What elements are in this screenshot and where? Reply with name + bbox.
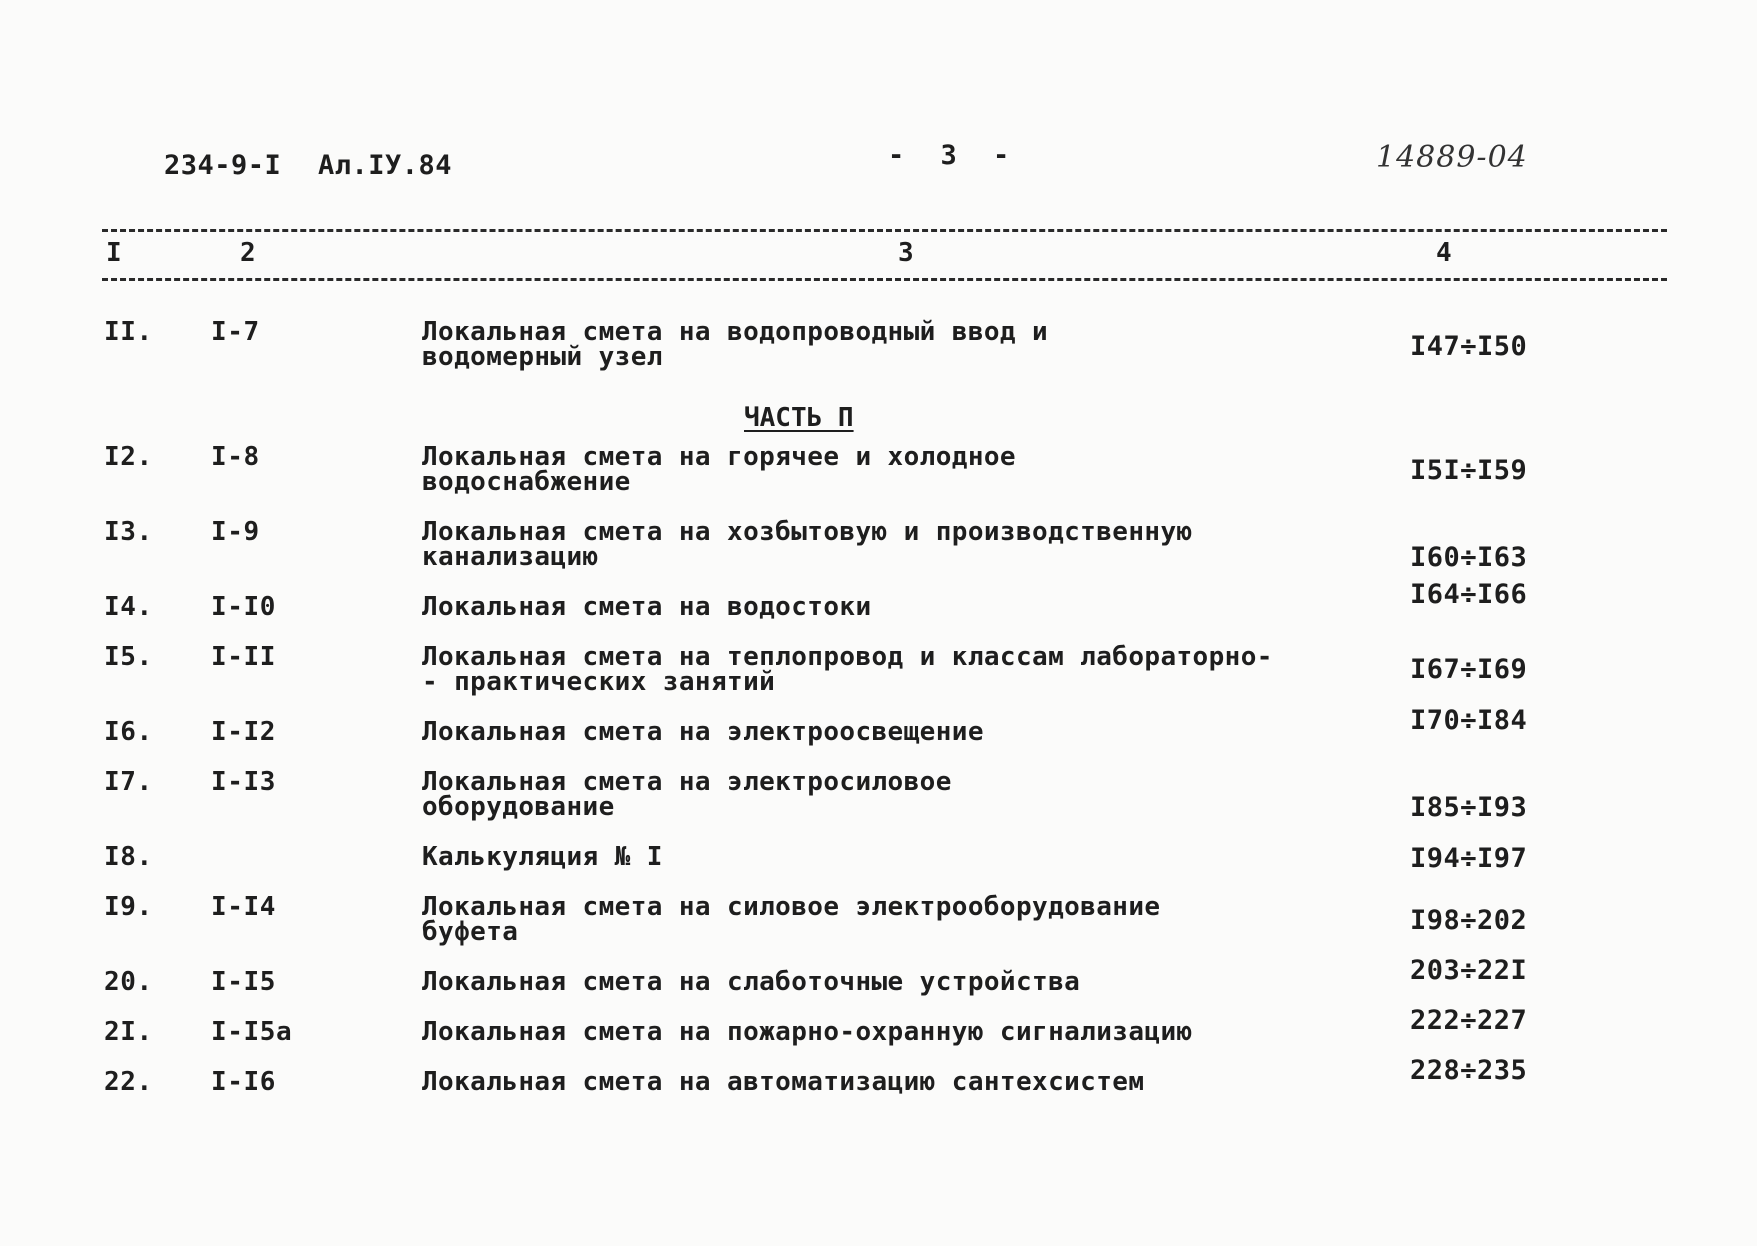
row-pages: I98÷202	[1410, 905, 1528, 936]
row-description-line1: Локальная смета на пожарно-охранную сигнализацию	[422, 1017, 1193, 1047]
row-code: I-I0	[211, 592, 277, 622]
row-description-line1: Локальная смета на горячее и холодное	[422, 442, 1016, 472]
row-code: I-I5	[211, 967, 277, 997]
header-rule-top	[102, 229, 1667, 232]
row-description-line1: Локальная смета на силовое электрооборудование	[422, 892, 1161, 922]
column-header-3: 3	[898, 238, 914, 268]
row-code: I-9	[211, 517, 260, 547]
row-pages: I60÷I63	[1410, 542, 1528, 573]
row-number: 2I.	[104, 1017, 153, 1047]
row-description-line1: Локальная смета на водопроводный ввод и	[422, 317, 1049, 347]
row-number: II.	[104, 317, 153, 347]
row-number: I4.	[104, 592, 153, 622]
row-number: 20.	[104, 967, 153, 997]
row-pages: I64÷I66	[1410, 579, 1528, 610]
section-title: ЧАСТЬ П	[744, 403, 854, 433]
row-number: I6.	[104, 717, 153, 747]
column-header-2: 2	[240, 238, 256, 268]
row-description-line1: Локальная смета на водостоки	[422, 592, 872, 622]
row-code: I-I4	[211, 892, 277, 922]
row-description-line2: буфета	[422, 917, 519, 947]
row-number: I8.	[104, 842, 153, 872]
row-number: I5.	[104, 642, 153, 672]
row-description-line1: Калькуляция № I	[422, 842, 663, 872]
row-number: I9.	[104, 892, 153, 922]
row-description-line1: Локальная смета на слаботочные устройства	[422, 967, 1081, 997]
row-description-line1: Локальная смета на автоматизацию сантехсистем	[422, 1067, 1145, 1097]
row-number: I7.	[104, 767, 153, 797]
row-pages: 203÷22I	[1410, 955, 1528, 986]
row-number: I3.	[104, 517, 153, 547]
row-description-line2: водоснабжение	[422, 467, 631, 497]
row-pages: I94÷I97	[1410, 843, 1528, 874]
row-pages: I47÷I50	[1410, 331, 1528, 362]
row-code: I-I2	[211, 717, 277, 747]
row-pages: 228÷235	[1410, 1055, 1528, 1086]
row-number: 22.	[104, 1067, 153, 1097]
row-code: I-7	[211, 317, 260, 347]
row-code: I-8	[211, 442, 260, 472]
album-number: Ал.IУ.84	[318, 150, 453, 181]
row-number: I2.	[104, 442, 153, 472]
row-pages: I5I÷I59	[1410, 455, 1528, 486]
row-code: I-II	[211, 642, 277, 672]
row-code: I-I6	[211, 1067, 277, 1097]
row-description-line2: канализацию	[422, 542, 599, 572]
column-header-1: I	[106, 238, 122, 268]
document-code: 234-9-I	[164, 150, 282, 181]
row-pages: I67÷I69	[1410, 654, 1528, 685]
row-code: I-I5а	[211, 1017, 293, 1047]
column-header-4: 4	[1436, 238, 1452, 268]
row-pages: I70÷I84	[1410, 705, 1528, 736]
row-description-line1: Локальная смета на электроосвещение	[422, 717, 984, 747]
row-description-line1: Локальная смета на хозбытовую и производственную	[422, 517, 1193, 547]
row-pages: I85÷I93	[1410, 792, 1528, 823]
row-description-line1: Локальная смета на теплопровод и классам лабораторно-	[422, 642, 1273, 672]
page-number: - 3 -	[888, 140, 1020, 171]
row-description-line1: Локальная смета на электросиловое	[422, 767, 952, 797]
header-rule-bottom	[102, 278, 1667, 281]
row-pages: 222÷227	[1410, 1005, 1528, 1036]
row-code: I-I3	[211, 767, 277, 797]
archive-number: 14889-04	[1376, 140, 1528, 175]
row-description-line2: - практических занятий	[422, 667, 776, 697]
row-description-line2: водомерный узел	[422, 342, 663, 372]
row-description-line2: оборудование	[422, 792, 615, 822]
